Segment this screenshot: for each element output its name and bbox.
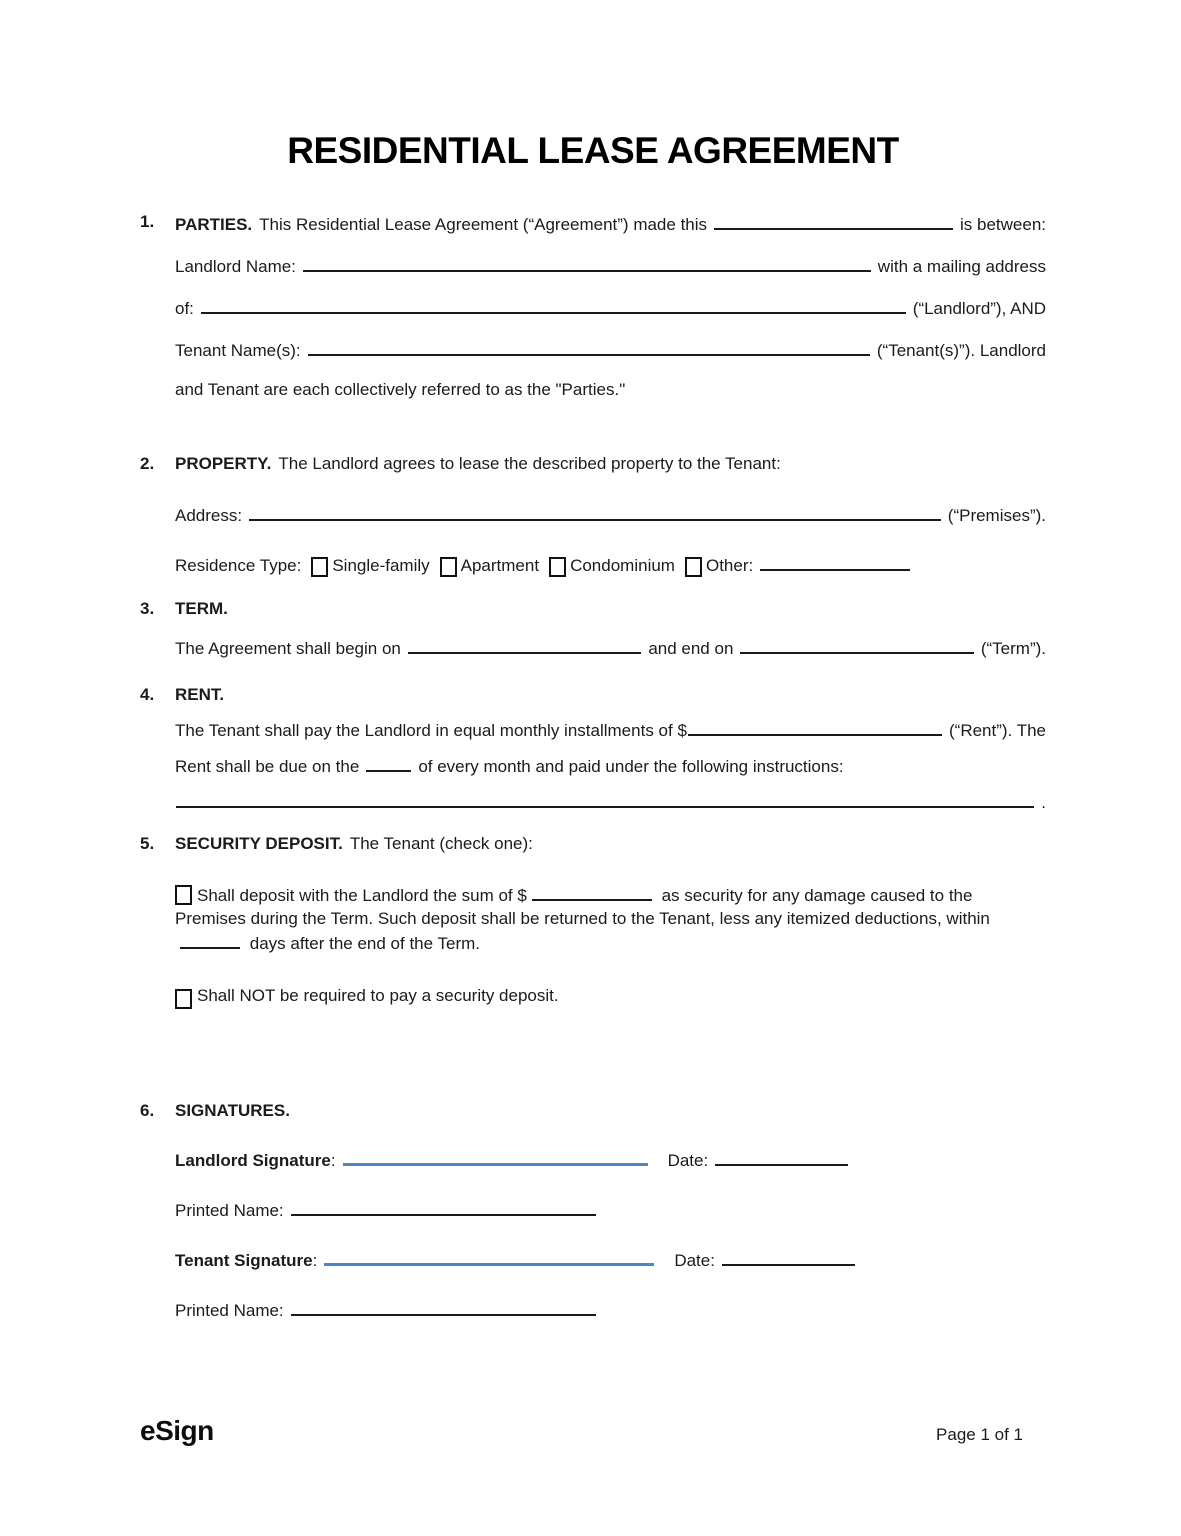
deposit-option-text-2: as security for any damage caused to the Premises during the Term. Such deposit shall be returned to the Tenant, less any itemized deductions, within (175, 885, 990, 928)
tenant-date-label: Date: (674, 1250, 715, 1270)
mailing-address-blank[interactable] (201, 295, 906, 314)
condominium-option-label: Condominium (570, 555, 675, 575)
term-begin-text: The Agreement shall begin on (175, 638, 401, 658)
deposit-required-option (175, 882, 1046, 955)
tenant-date-blank[interactable] (722, 1247, 855, 1266)
sentence-period: . (1041, 792, 1046, 812)
landlord-name-label: Landlord Name: (175, 256, 296, 276)
tenant-name-blank[interactable] (308, 337, 870, 356)
parties-intro-text: This Residential Lease Agreement (“Agreement”) made this (259, 214, 708, 234)
section-number: 2. (140, 453, 155, 473)
address-blank[interactable] (249, 502, 941, 521)
term-start-date-blank[interactable] (408, 635, 641, 654)
label-colon: : (312, 1250, 318, 1270)
apartment-checkbox[interactable] (440, 557, 457, 577)
section-parties (140, 211, 1046, 401)
rent-amount-text: The Tenant shall pay the Landlord in equal monthly installments of $ (175, 720, 687, 740)
section-number: 4. (140, 684, 155, 704)
section-number: 5. (140, 833, 155, 853)
section-heading-rent: RENT. (175, 684, 225, 704)
address-label: Address: (175, 505, 243, 525)
term-end-date-blank[interactable] (740, 635, 973, 654)
security-deposit-intro: The Tenant (check one): (349, 833, 533, 853)
section-number: 3. (140, 598, 155, 618)
deposit-amount-blank[interactable] (532, 882, 652, 901)
deposit-required-checkbox[interactable] (175, 885, 192, 905)
landlord-name-suffix: with a mailing address (877, 256, 1046, 276)
single-family-option-label: Single-family (332, 555, 430, 575)
term-end-text: and end on (648, 638, 734, 658)
label-colon: : (330, 1150, 336, 1170)
landlord-signature-field[interactable] (343, 1147, 648, 1166)
rent-defined-term: (“Rent”). The (949, 720, 1046, 740)
deposit-option-text-1: Shall deposit with the Landlord the sum of $ (197, 885, 527, 905)
landlord-date-label: Date: (667, 1150, 709, 1170)
condominium-checkbox[interactable] (549, 557, 566, 577)
section-number: 1. (140, 211, 155, 231)
tenant-defined-term: (“Tenant(s)”). Landlord (876, 340, 1046, 360)
landlord-printed-name-label: Printed Name: (175, 1200, 284, 1220)
section-heading-property: PROPERTY. (175, 453, 272, 473)
payment-instructions-blank[interactable] (176, 789, 1034, 808)
term-defined-term: (“Term”). (980, 638, 1046, 658)
deposit-option-text-3: days after the end of the Term. (249, 933, 480, 953)
landlord-signature-label: Landlord Signature (175, 1150, 331, 1170)
landlord-printed-name-blank[interactable] (291, 1197, 596, 1216)
tenant-printed-name-blank[interactable] (291, 1297, 596, 1316)
landlord-date-blank[interactable] (715, 1147, 848, 1166)
section-number: 6. (140, 1100, 155, 1120)
rent-instructions-text: of every month and paid under the following instructions: (418, 756, 844, 776)
mailing-address-label: of: (175, 298, 194, 318)
residence-type-label: Residence Type: (175, 555, 302, 575)
esign-logo: eSign (140, 1415, 214, 1446)
tenant-signature-field[interactable] (324, 1247, 654, 1266)
section-security-deposit (140, 833, 1046, 1007)
made-this-date-blank[interactable] (714, 211, 953, 230)
rent-amount-blank[interactable] (688, 717, 942, 736)
section-heading-term: TERM. (175, 598, 228, 618)
premises-defined-term: (“Premises”). (947, 505, 1046, 525)
section-heading-parties: PARTIES. (175, 214, 253, 234)
property-intro-text: The Landlord agrees to lease the described property to the Tenant: (278, 453, 781, 473)
parties-intro-end: is between: (960, 214, 1046, 234)
section-rent (140, 684, 1046, 814)
deposit-return-days-blank[interactable] (180, 930, 240, 949)
tenant-signature-label: Tenant Signature (175, 1250, 313, 1270)
rent-due-day-blank[interactable] (366, 753, 411, 772)
tenant-name-label: Tenant Name(s): (175, 340, 301, 360)
page-title: RESIDENTIAL LEASE AGREEMENT (287, 130, 899, 171)
page-footer (140, 1415, 1023, 1447)
single-family-checkbox[interactable] (311, 557, 328, 577)
section-heading-security-deposit: SECURITY DEPOSIT. (175, 833, 343, 853)
rent-due-text: Rent shall be due on the (175, 756, 360, 776)
apartment-option-label: Apartment (460, 555, 540, 575)
parties-closing-text: and Tenant are each collectively referred to as the "Parties." (175, 379, 626, 399)
section-property (140, 453, 1046, 577)
section-heading-signatures: SIGNATURES. (175, 1100, 290, 1120)
landlord-name-blank[interactable] (303, 253, 871, 272)
no-deposit-option-text: Shall NOT be required to pay a security deposit. (197, 985, 559, 1005)
other-option-label: Other: (705, 555, 754, 575)
landlord-defined-term: (“Landlord”), AND (912, 298, 1046, 318)
other-checkbox[interactable] (685, 557, 702, 577)
tenant-printed-name-label: Printed Name: (175, 1300, 284, 1320)
no-deposit-checkbox[interactable] (175, 989, 192, 1009)
other-residence-blank[interactable] (760, 552, 910, 571)
section-term (140, 598, 1046, 660)
page-number-label: Page 1 of 1 (936, 1425, 1023, 1444)
section-signatures (140, 1100, 1046, 1322)
